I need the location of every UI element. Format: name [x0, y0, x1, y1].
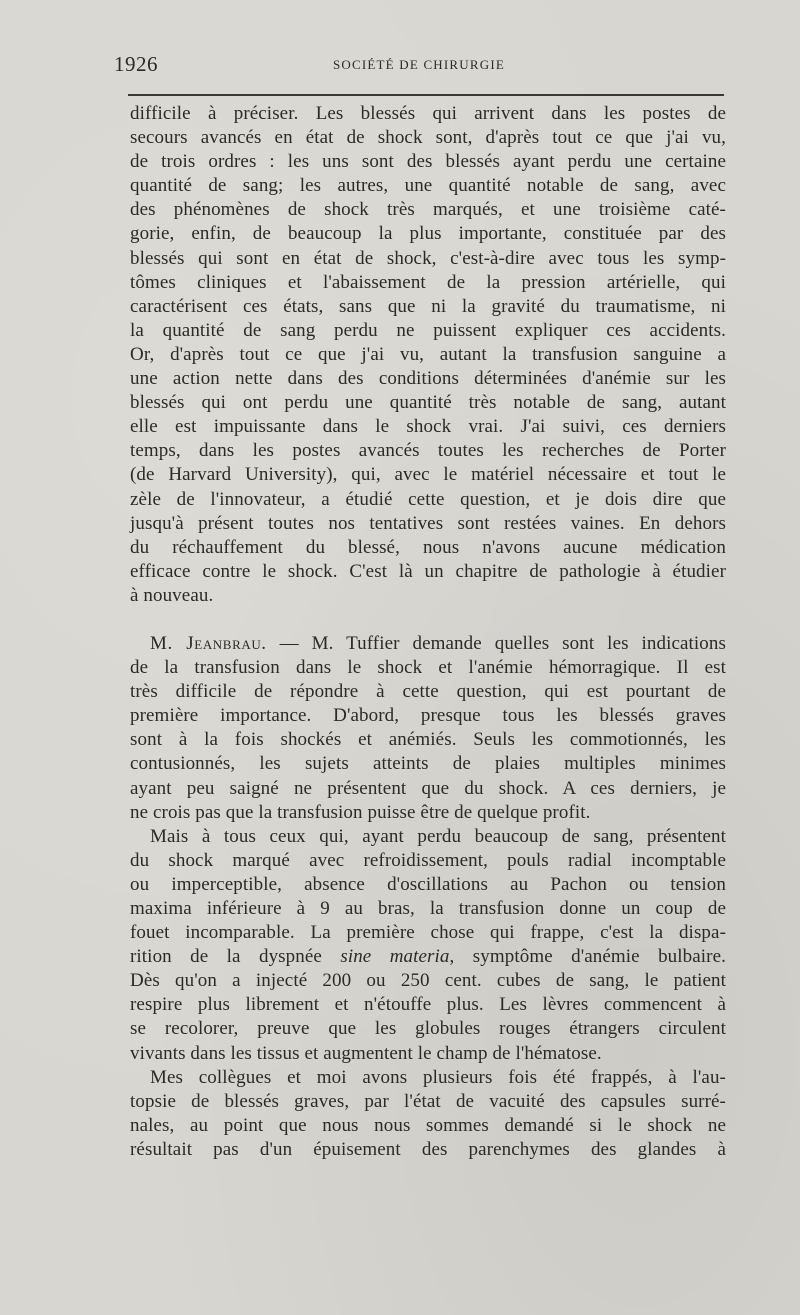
- paragraph-1: [130, 102, 726, 608]
- page-header: [114, 52, 724, 82]
- running-head: SOCIÉTÉ DE CHIRURGIE: [332, 57, 506, 72]
- text-line: fouet incomparable. La première chose qui frappe, c'est la dispa-: [130, 922, 726, 944]
- paragraph-gap: [130, 608, 726, 632]
- text-line: jusqu'à présent toutes nos tentatives sont restées vaines. En dehors: [130, 512, 726, 534]
- text-line: ne crois pas que la transfusion puisse être de quelque profit.: [130, 801, 591, 823]
- text-line: très difficile de répondre à cette question, qui est pourtant de: [130, 681, 726, 703]
- text-line: première importance. D'abord, presque tous les blessés graves: [130, 705, 726, 727]
- header-rule: [128, 94, 724, 96]
- text-line: blessés qui sont en état de shock, c'est-à-dire avec tous les symp-: [130, 247, 726, 269]
- text-line: gorie, enfin, de beaucoup la plus importante, constituée par des: [130, 223, 726, 245]
- text-line: efficace contre le shock. C'est là un chapitre de pathologie à étudier: [130, 560, 726, 582]
- body-text: [130, 102, 726, 1162]
- page-number: 1926: [114, 52, 158, 76]
- text-line: vivants dans les tissus et augmentent le champ de l'hématose.: [130, 1042, 602, 1064]
- text-line: quantité de sang; les autres, une quantité notable de sang, avec: [130, 175, 726, 197]
- text-line: de la transfusion dans le shock et l'anémie hémorragique. Il est: [130, 657, 726, 679]
- paragraph-4: [130, 1066, 726, 1162]
- text-line: des phénomènes de shock très marqués, et une troisième caté-: [130, 199, 726, 221]
- text-line: caractérisent ces états, sans que ni la gravité du traumatisme, ni: [130, 295, 726, 317]
- text-line: du shock marqué avec refroidissement, pouls radial incomptable: [130, 849, 726, 871]
- text-line: la quantité de sang perdu ne puissent expliquer ces accidents.: [130, 319, 726, 341]
- text-line: contusionnés, les sujets atteints de plaies multiples minimes: [130, 753, 726, 775]
- text-line: blessés qui ont perdu une quantité très notable de sang, autant: [130, 392, 726, 414]
- text-line: ou imperceptible, absence d'oscillations au Pachon ou tension: [130, 873, 726, 895]
- text-line: zèle de l'innovateur, a étudié cette question, et je dois dire que: [130, 488, 726, 510]
- text-line: maxima inférieure à 9 au bras, la transfusion donne un coup de: [130, 898, 726, 919]
- text-line: sont à la fois shockés et anémiés. Seuls les commotionnés, les: [130, 729, 726, 751]
- text-line: de trois ordres : les uns sont des blessés ayant perdu une certaine: [130, 151, 726, 173]
- text-line: topsie de blessés graves, par l'état de vacuité des capsules surré-: [130, 1090, 726, 1112]
- text-line: elle est impuissante dans le shock vrai. J'ai suivi, ces derniers: [130, 416, 726, 438]
- text-line: se recolorer, preuve que les globules rouges étrangers circulent: [130, 1018, 726, 1040]
- text-line: Or, d'après tout ce que j'ai vu, autant la transfusion sanguine a: [130, 343, 726, 365]
- text-line: Mais à tous ceux qui, ayant perdu beaucoup de sang, présentent: [150, 825, 726, 847]
- paragraph-2: [130, 632, 726, 825]
- paragraph-3: [130, 825, 726, 1066]
- text-line: temps, dans les postes avancés toutes les recherches de Porter: [130, 440, 726, 462]
- line-end: , symptôme d'anémie bulbaire.: [449, 946, 726, 968]
- italic-text-line: [130, 945, 726, 969]
- speaker-line: [130, 632, 726, 656]
- text-line: difficile à préciser. Les blessés qui arrivent dans les postes de: [130, 103, 726, 124]
- speaker-name: M. Jeanbrau.: [150, 632, 267, 654]
- text-line: secours avancés en état de shock sont, d'après tout ce que j'ai vu,: [130, 127, 726, 149]
- text-line: à nouveau.: [130, 584, 214, 606]
- text-line: résultait pas d'un épuisement des parenchymes des glandes à: [130, 1138, 726, 1160]
- line-start: rition de la dyspnée: [130, 946, 341, 968]
- text-line: du réchauffement du blessé, nous n'avons aucune médication: [130, 536, 726, 558]
- text-line: Mes collègues et moi avons plusieurs fois été frappés, à l'au-: [150, 1066, 726, 1088]
- text-line: nales, au point que nous nous sommes demandé si le shock ne: [130, 1114, 726, 1136]
- text-line: tômes cliniques et l'abaissement de la pression artérielle, qui: [130, 271, 726, 293]
- text-line: une action nette dans des conditions déterminées d'anémie sur les: [130, 368, 726, 390]
- text-line: Dès qu'on a injecté 200 ou 250 cent. cubes de sang, le patient: [130, 970, 726, 992]
- text-line: ayant peu saigné ne présentent que du shock. A ces derniers, je: [130, 777, 726, 799]
- speaker-line-text: — M. Tuffier demande quelles sont les indications: [266, 632, 727, 654]
- text-line: (de Harvard University), qui, avec le matériel nécessaire et tout le: [130, 464, 726, 486]
- text-line: respire plus librement et n'étouffe plus. Les lèvres commencent à: [130, 994, 726, 1016]
- italic-phrase: sine materia: [340, 946, 450, 968]
